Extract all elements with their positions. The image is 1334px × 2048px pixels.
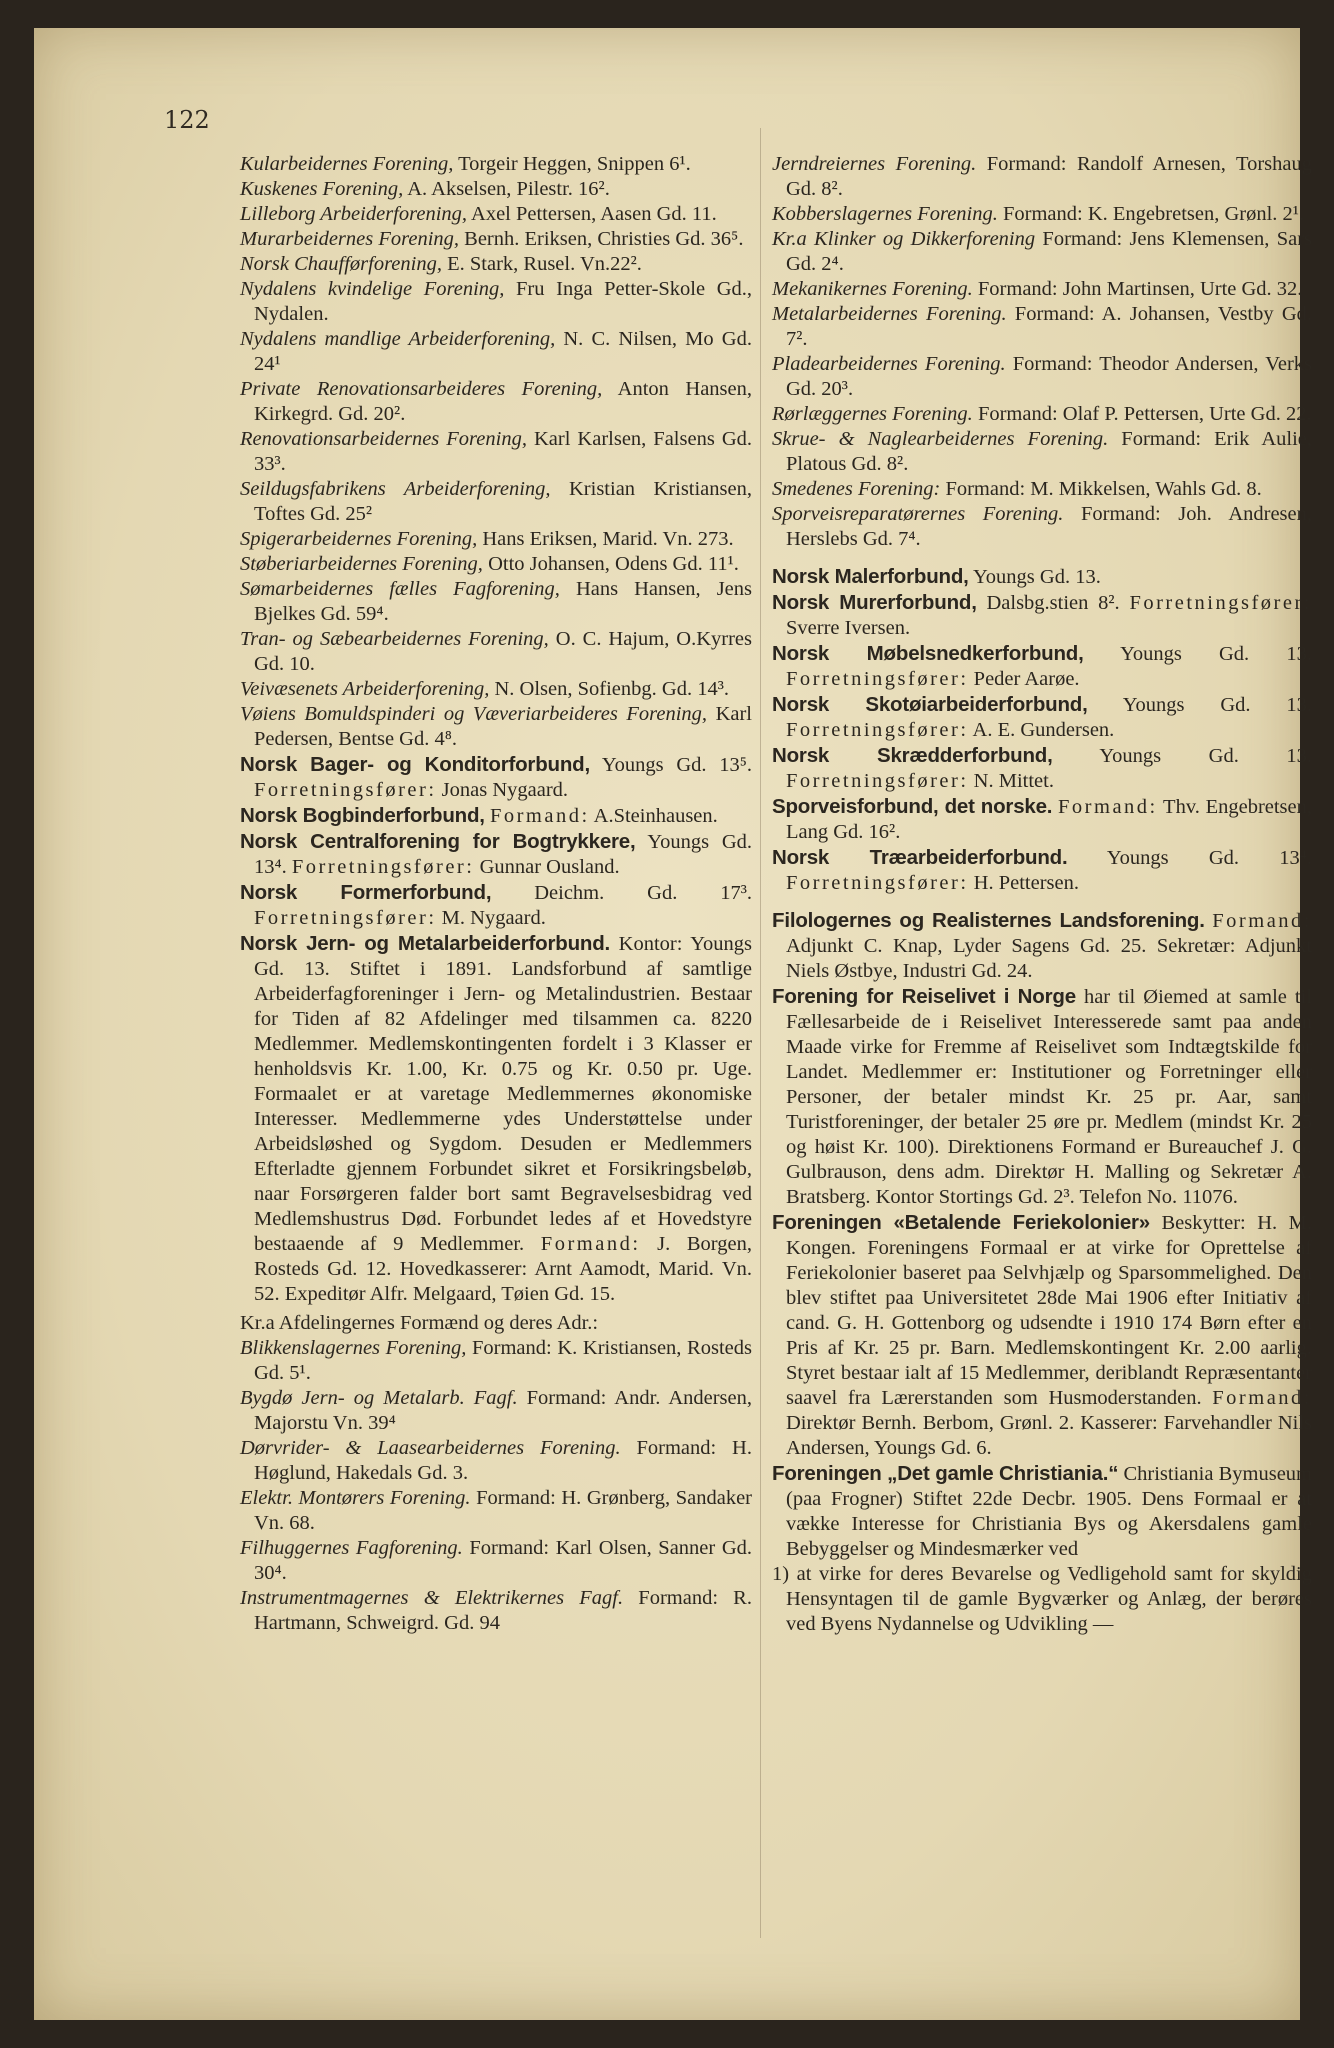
entry-role-label: Formand: xyxy=(1212,910,1312,932)
entry-text: Formand: Andr. Andersen, Majorstu Vn. 39⁴ xyxy=(254,1387,753,1434)
entry-role-label: Formand: xyxy=(1212,1387,1312,1409)
entry-title: Foreningen „Det gamle Christiania.“ xyxy=(772,1462,1119,1485)
directory-entry xyxy=(240,177,752,202)
entry-title: Norsk Malerforbund, xyxy=(772,565,969,588)
directory-entry xyxy=(772,427,1312,477)
right-column xyxy=(772,152,1312,1637)
entry-text: Formand: H. Grønberg, Sandaker Vn. 68. xyxy=(254,1487,752,1534)
entry-text: Formand: A. Johansen, Vestby Gd. 7². xyxy=(786,303,1312,350)
entry-title: Murarbeidernes Forening, xyxy=(240,228,460,250)
entry-text: Beskytter: H. M. Kongen. Foreningens Formaal er at virke for Oprettelse af Feriekolonier baseret paa Selvhjælp og Sparsommelighed. Den blev stiftet paa Universitetet 28de Mai 1906 efter Initiativ af cand. G. H. Gottenborg og udsendte i 1910 174 Børn efter en Pris af Kr. 25 pr. Barn. Medlemskontingent Kr. 2.00 aarlig. Styret bestaar ialt af 15 Medlemmer, deriblandt Repræsentanter saavel fra Lærerstanden som Husmoderstanden. xyxy=(786,1212,1312,1409)
entry-title: Norsk Centralforening for Bogtrykkere, xyxy=(240,830,636,853)
entry-title: Nydalens mandlige Arbeiderforening, xyxy=(240,328,556,350)
directory-entry xyxy=(240,1436,752,1486)
entry-title: Støberiarbeidernes Forening, xyxy=(240,553,483,575)
left-column xyxy=(240,152,752,1636)
entry-title: Instrumentmagernes & Elektrikernes Fagf. xyxy=(240,1587,624,1609)
entry-role-label: Forretningsfører: xyxy=(1129,592,1312,614)
directory-entry xyxy=(772,641,1312,692)
entry-title: Lilleborg Arbeiderforening, xyxy=(240,203,468,225)
book-page xyxy=(34,28,1313,2020)
entry-role-label: Forretningsfører: xyxy=(786,719,969,741)
directory-entry xyxy=(772,227,1312,277)
directory-entry xyxy=(240,829,752,880)
entry-role-label: Forretningsfører: xyxy=(786,770,969,792)
directory-entry xyxy=(772,152,1312,202)
directory-entry xyxy=(772,1562,1312,1637)
entry-title: Seildugsfabrikens Arbeiderforening, xyxy=(240,478,551,500)
entry-text: O. C. Hajum, O.Kyrres Gd. 10. xyxy=(254,628,752,675)
directory-entry xyxy=(772,1461,1312,1562)
directory-entry xyxy=(772,477,1312,502)
entry-text: Formand: Joh. Andresen, Herslebs Gd. 7⁴. xyxy=(786,503,1312,550)
entry-title: Kr.a Klinker og Dikkerforening xyxy=(772,228,1036,250)
entry-title: Norsk Chaufførforening, xyxy=(240,253,442,275)
entry-text: Fru Inga Petter-Skole Gd., Nydalen. xyxy=(254,278,753,325)
entry-title: Norsk Skotøiarbeiderforbund, xyxy=(772,693,1088,716)
entry-text-cont: N. Mittet. xyxy=(968,770,1054,792)
directory-entry xyxy=(772,502,1312,552)
entry-text: N. C. Nilsen, Mo Gd. 24¹ xyxy=(254,328,752,375)
entry-text: Formand: K. Engebretsen, Grønl. 2¹. xyxy=(997,203,1305,225)
entry-title: Norsk Skrædderforbund, xyxy=(772,744,1053,767)
directory-entry xyxy=(772,402,1312,427)
entry-title: Blikkenslagernes Forening, xyxy=(240,1337,467,1359)
entry-text-cont: Adjunkt C. Knap, Lyder Sagens Gd. 25. Sekretær: Adjunkt Niels Østbye, Industri Gd. 24. xyxy=(786,935,1312,982)
entry-title: Mekanikernes Forening. xyxy=(772,278,973,300)
directory-entry xyxy=(772,564,1312,590)
entry-role-label: Formand: xyxy=(540,1233,641,1255)
section-gap xyxy=(772,552,1312,564)
entry-text: Youngs Gd. 13. xyxy=(968,566,1101,588)
section-gap xyxy=(772,896,1312,908)
entry-title: Norsk Møbelsnedkerforbund, xyxy=(772,642,1084,665)
entry-title: Dørvrider- & Laasearbeidernes Forening. xyxy=(240,1437,621,1459)
entry-title: Norsk Bager- og Konditorforbund, xyxy=(240,753,590,776)
directory-entry xyxy=(240,1486,752,1536)
entry-text: Hans Hansen, Jens Bjelkes Gd. 59⁴. xyxy=(254,578,752,625)
entry-text: Formand: H. Høglund, Hakedals Gd. 3. xyxy=(254,1437,752,1484)
directory-entry xyxy=(772,794,1312,845)
directory-entry xyxy=(240,702,752,752)
entry-title: Norsk Murerforbund, xyxy=(772,591,977,614)
directory-entry xyxy=(772,1210,1312,1461)
entry-text: Formand: Olaf P. Pettersen, Urte Gd. 22. xyxy=(972,403,1312,425)
entry-title: Nydalens kvindelige Forening, xyxy=(240,278,505,300)
directory-entry xyxy=(240,152,752,177)
entry-title: Metalarbeidernes Forening. xyxy=(772,303,1007,325)
entry-title: Renovationsarbeidernes Forening, xyxy=(240,428,527,450)
entry-role-label: Forretningsfører: xyxy=(291,856,475,878)
entry-text: Youngs Gd. 13⁴. xyxy=(254,831,753,878)
entry-title: Rørlæggernes Forening. xyxy=(772,403,973,425)
directory-entry xyxy=(772,692,1312,743)
entry-role-label: Forretningsfører: xyxy=(254,907,437,929)
directory-entry xyxy=(772,590,1312,641)
entry-text: Karl Karlsen, Falsens Gd. 33³. xyxy=(254,428,752,475)
directory-entry xyxy=(772,302,1312,352)
entry-text: Deichm. Gd. 17³. xyxy=(491,882,753,904)
directory-entry xyxy=(240,1311,752,1336)
directory-entry xyxy=(240,527,752,552)
directory-entry xyxy=(240,427,752,477)
directory-entry xyxy=(240,1586,752,1636)
directory-entry xyxy=(772,984,1312,1210)
entry-text-cont: H. Pettersen. xyxy=(968,872,1079,894)
directory-entry xyxy=(240,277,752,327)
entry-title: Forening for Reiselivet i Norge xyxy=(772,985,1076,1008)
entry-title: Spigerarbeidernes Forening, xyxy=(240,528,478,550)
entry-text: Formand: John Martinsen, Urte Gd. 32. xyxy=(972,278,1303,300)
entry-text: Bernh. Eriksen, Christies Gd. 36⁵. xyxy=(459,228,744,250)
entry-text-cont: Peder Aarøe. xyxy=(968,668,1080,690)
entry-title: Filologernes og Realisternes Landsforening. xyxy=(772,909,1205,932)
entry-text: Youngs Gd. 13⁴. xyxy=(1067,847,1312,869)
entry-text-cont: Thv. Engebretsen, Lang Gd. 16². xyxy=(786,796,1313,843)
directory-entry xyxy=(240,377,752,427)
entry-text-cont: M. Nygaard. xyxy=(436,907,546,929)
entry-text: N. Olsen, Sofienbg. Gd. 14³. xyxy=(489,678,729,700)
entry-text: Formand: Jens Klemensen, Sars Gd. 2⁴. xyxy=(786,228,1312,275)
entry-title: Jerndreiernes Forening. xyxy=(772,153,977,175)
column-divider xyxy=(760,128,761,1938)
directory-entry xyxy=(240,677,752,702)
entry-text-cont: J. Borgen, Rosteds Gd. 12. Hovedkasserer: Arnt Aamodt, Marid. Vn. 52. Expeditør Alfr. Melgaard, Tøien Gd. 15. xyxy=(254,1233,752,1305)
entry-text: Formand: M. Mikkelsen, Wahls Gd. 8. xyxy=(940,478,1262,500)
entry-title: Norsk Formerforbund, xyxy=(240,881,492,904)
directory-entry xyxy=(240,803,752,829)
directory-entry xyxy=(240,227,752,252)
directory-entry xyxy=(240,552,752,577)
entry-text: Youngs Gd. 13. xyxy=(1087,694,1312,716)
entry-text: Torgeir Heggen, Snippen 6¹. xyxy=(453,153,691,175)
entry-title: Foreningen «Betalende Feriekolonier» xyxy=(772,1211,1151,1234)
directory-entry xyxy=(772,277,1312,302)
entry-text: Christiania Bymuseum (paa Frogner) Stiftet 22de Decbr. 1905. Dens Formaal er at vække Interesse for Christiania Bys og Akersdalens gamle Bebyggelser og Mindesmærker ved xyxy=(786,1463,1312,1560)
entry-title: Kularbeidernes Forening, xyxy=(240,153,454,175)
entry-text: Formand: Karl Olsen, Sanner Gd. 30⁴. xyxy=(254,1537,753,1584)
entry-title: Veivæsenets Arbeiderforening, xyxy=(240,678,490,700)
directory-entry xyxy=(240,880,752,931)
entry-text: Formand: K. Kristiansen, Rosteds Gd. 5¹. xyxy=(254,1337,752,1384)
entry-role-label: Formand: xyxy=(489,805,590,827)
entry-text-cont: Jonas Nygaard. xyxy=(436,779,569,801)
entry-text: Kontor: Youngs Gd. 13. Stiftet i 1891. Landsforbund af samtlige Arbeiderfagforeninger i Jern- og Metalindustrien. Bestaar for Tiden af 82 Afdelinger med tilsammen ca. 8220 Medlemmer. Medlemskontingenten fordelt i 3 Klasser er henholdsvis Kr. 1.00, Kr. 0.75 og Kr. 0.50 pr. Uge. Formaalet er at varetage Medlemmernes økonomiske Interesser. Medlemmerne ydes Understøttelse under Arbeidsløshed og Sygdom. Desuden er Medlemmers Efterladte gjennem Forbundet sikret et Forsikringsbeløb, naar Forsørgeren falder bort samt Begravelsesbidrag ved Medlemshustrus Død. Forbundet ledes af et Hovedstyre bestaaende af 9 Medlemmer. xyxy=(254,933,752,1255)
entry-text: Axel Pettersen, Aasen Gd. 11. xyxy=(467,203,717,225)
entry-text: Otto Johansen, Odens Gd. 11¹. xyxy=(482,553,739,575)
directory-entry xyxy=(240,752,752,803)
entry-title: Smedenes Forening: xyxy=(772,478,941,500)
entry-title: Vøiens Bomuldspinderi og Væveriarbeideres Forening, xyxy=(240,703,708,725)
entry-title: Elektr. Montørers Forening. xyxy=(240,1487,471,1509)
directory-entry xyxy=(240,252,752,277)
entry-title: Sømarbeidernes fælles Fagforening, xyxy=(240,578,560,600)
page-number: 122 xyxy=(164,106,210,134)
entry-role-label: Formand: xyxy=(1058,796,1158,818)
directory-entry xyxy=(772,908,1312,984)
entry-text: har til Øiemed at samle til Fællesarbeide de i Reiselivet Interesserede samt paa anden Maade virke for Fremme af Reiselivet som Indtægtskilde for Landet. Medlemmer er: Institutioner og Forretninger eller Personer, der betaler mindst Kr. 25 pr. Aar, samt Turistforeninger, der betaler 25 øre pr. Medlem (mindst Kr. 25 og høist Kr. 100). Direktionens Formand er Bureauchef J. G. Gulbrauson, dens adm. Direktør H. Malling og Sekretær A. Bratsberg. Kontor Stortings Gd. 2³. Telefon No. 11076. xyxy=(786,986,1312,1208)
entry-title: Tran- og Sæbearbeidernes Forening, xyxy=(240,628,549,650)
directory-entry xyxy=(772,743,1312,794)
entry-text: E. Stark, Rusel. Vn.22². xyxy=(441,253,642,275)
directory-entry xyxy=(772,352,1312,402)
entry-title: Norsk Træarbeiderforbund. xyxy=(772,846,1068,869)
entry-title: Norsk Jern- og Metalarbeiderforbund. xyxy=(240,932,611,955)
directory-entry xyxy=(772,845,1312,896)
entry-text: Formand: Randolf Arnesen, Torshaug Gd. 8². xyxy=(786,153,1313,200)
entry-role-label: Forretningsfører: xyxy=(786,668,969,690)
entry-text: Kr.a Afdelingernes Formænd og deres Adr.: xyxy=(240,1312,599,1334)
entry-role-label: Forretningsfører: xyxy=(254,779,437,801)
entry-text-cont: Sverre Iversen. xyxy=(786,617,911,639)
directory-entry xyxy=(240,327,752,377)
entry-title: Sporveisforbund, det norske. xyxy=(772,795,1053,818)
entry-title: Filhuggernes Fagforening. xyxy=(240,1537,463,1559)
entry-text: Formand: Theodor Andersen, Verks Gd. 20³. xyxy=(786,353,1312,400)
directory-entry xyxy=(240,931,752,1307)
directory-entry xyxy=(240,577,752,627)
entry-text: Anton Hansen, Kirkegrd. Gd. 20². xyxy=(254,378,752,425)
entry-text: Kristian Kristiansen, Toftes Gd. 25² xyxy=(254,478,752,525)
entry-title: Kuskenes Forening, xyxy=(240,178,404,200)
entry-text-cont: A. E. Gundersen. xyxy=(968,719,1115,741)
entry-title: Kobberslagernes Forening. xyxy=(772,203,998,225)
directory-entry xyxy=(772,202,1312,227)
entry-text: Youngs Gd. 13. xyxy=(1052,745,1312,767)
directory-entry xyxy=(240,202,752,227)
entry-title: Bygdø Jern- og Metalarb. Fagf. xyxy=(240,1387,518,1409)
entry-text: A. Akselsen, Pilestr. 16². xyxy=(403,178,610,200)
entry-text: Formand: R. Hartmann, Schweigrd. Gd. 94 xyxy=(254,1587,752,1634)
entry-text-cont: Gunnar Ousland. xyxy=(474,856,620,878)
entry-title: Skrue- & Naglearbeidernes Forening. xyxy=(772,428,1109,450)
entry-title: Norsk Bogbinderforbund, xyxy=(240,804,485,827)
entry-text-cont: A.Steinhausen. xyxy=(589,805,718,827)
entry-role-label: Forretningsfører: xyxy=(786,872,969,894)
directory-entry xyxy=(240,1536,752,1586)
entry-text: Formand: Erik Aulie, Platous Gd. 8². xyxy=(786,428,1312,475)
entry-title: Private Renovationsarbeideres Forening, xyxy=(240,378,603,400)
directory-entry xyxy=(240,477,752,527)
entry-text: Youngs Gd. 13⁵. xyxy=(590,754,753,776)
entry-text: Dalsbg.stien 8². xyxy=(976,592,1130,614)
entry-text-cont: Direktør Bernh. Berbom, Grønl. 2. Kasserer: Farvehandler Nils Andersen, Youngs Gd. 6. xyxy=(786,1412,1312,1459)
directory-entry xyxy=(240,1336,752,1386)
entry-title: Sporveisreparatørernes Forening. xyxy=(772,503,1064,525)
directory-entry xyxy=(240,627,752,677)
directory-entry xyxy=(240,1386,752,1436)
entry-title: Pladearbeidernes Forening. xyxy=(772,353,1006,375)
entry-text: Karl Pedersen, Bentse Gd. 4⁸. xyxy=(254,703,752,750)
entry-text: Hans Eriksen, Marid. Vn. 273. xyxy=(477,528,734,550)
entry-text: 1) at virke for deres Bevarelse og Vedligehold samt for skyldig Hensyntagen til de gamle Bygværker og Anlæg, der berøres ved Byens Nydannelse og Udvikling — xyxy=(772,1563,1312,1635)
entry-text: Youngs Gd. 13. xyxy=(1083,643,1313,665)
